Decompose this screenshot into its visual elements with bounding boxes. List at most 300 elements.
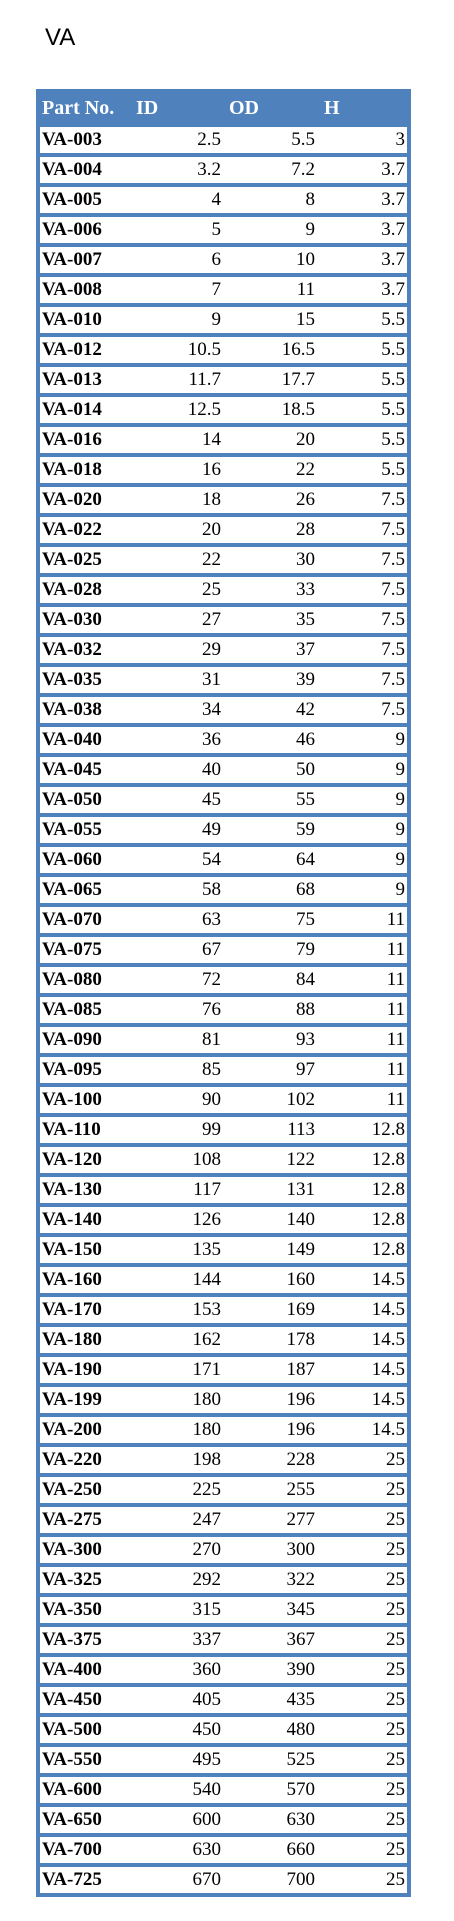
cell-part-no: VA-013 [42, 369, 102, 390]
cell-h: 5.5 [381, 459, 405, 480]
cell-part-no: VA-008 [42, 279, 102, 300]
cell-h: 5.5 [381, 369, 405, 390]
cell-part-no: VA-025 [42, 549, 102, 570]
cell-id: 540 [192, 1779, 221, 1800]
cell-od: 228 [286, 1449, 315, 1470]
table-row [40, 453, 407, 483]
table-row [40, 1413, 407, 1443]
cell-od: 35 [296, 609, 315, 630]
cell-id: 180 [192, 1419, 221, 1440]
cell-h: 25 [386, 1599, 405, 1620]
cell-od: 187 [286, 1359, 315, 1380]
table-row [40, 213, 407, 243]
cell-part-no: VA-275 [42, 1509, 102, 1530]
table-body [40, 123, 407, 1893]
cell-part-no: VA-028 [42, 579, 102, 600]
cell-id: 135 [192, 1239, 221, 1260]
cell-od: 15 [296, 309, 315, 330]
cell-id: 600 [192, 1809, 221, 1830]
cell-part-no: VA-004 [42, 159, 102, 180]
cell-id: 63 [202, 909, 221, 930]
cell-od: 160 [286, 1269, 315, 1290]
cell-id: 108 [192, 1149, 221, 1170]
table-row [40, 1563, 407, 1593]
cell-h: 9 [395, 789, 405, 810]
cell-od: 28 [296, 519, 315, 540]
table-row [40, 663, 407, 693]
cell-h: 11 [386, 939, 405, 960]
table-row [40, 693, 407, 723]
cell-id: 450 [192, 1719, 221, 1740]
cell-h: 14.5 [371, 1419, 405, 1440]
cell-id: 34 [202, 699, 221, 720]
cell-id: 225 [192, 1479, 221, 1500]
cell-od: 37 [296, 639, 315, 660]
cell-part-no: VA-350 [42, 1599, 102, 1620]
cell-part-no: VA-220 [42, 1449, 102, 1470]
cell-od: 435 [286, 1689, 315, 1710]
cell-h: 5.5 [381, 399, 405, 420]
cell-h: 5.5 [381, 309, 405, 330]
cell-h: 7.5 [381, 519, 405, 540]
cell-h: 12.8 [371, 1119, 405, 1140]
cell-part-no: VA-014 [42, 399, 102, 420]
table-row [40, 723, 407, 753]
cell-h: 9 [395, 879, 405, 900]
cell-part-no: VA-400 [42, 1659, 102, 1680]
cell-id: 29 [202, 639, 221, 660]
cell-od: 11 [296, 279, 315, 300]
cell-part-no: VA-170 [42, 1299, 102, 1320]
cell-od: 50 [296, 759, 315, 780]
table-row [40, 1743, 407, 1773]
cell-id: 20 [202, 519, 221, 540]
cell-h: 11 [386, 1089, 405, 1110]
table-row [40, 243, 407, 273]
cell-part-no: VA-007 [42, 249, 102, 270]
cell-id: 337 [192, 1629, 221, 1650]
table-row [40, 813, 407, 843]
cell-od: 480 [286, 1719, 315, 1740]
table-row [40, 273, 407, 303]
cell-od: 79 [296, 939, 315, 960]
cell-part-no: VA-030 [42, 609, 102, 630]
cell-id: 292 [192, 1569, 221, 1590]
table-row [40, 1653, 407, 1683]
cell-h: 7.5 [381, 609, 405, 630]
table-row [40, 1203, 407, 1233]
table-row [40, 993, 407, 1023]
cell-od: 10 [296, 249, 315, 270]
table-row [40, 303, 407, 333]
table-row [40, 1683, 407, 1713]
cell-part-no: VA-018 [42, 459, 102, 480]
cell-id: 7 [211, 279, 221, 300]
cell-od: 33 [296, 579, 315, 600]
cell-od: 630 [286, 1809, 315, 1830]
table-row [40, 963, 407, 993]
cell-id: 247 [192, 1509, 221, 1530]
cell-part-no: VA-550 [42, 1749, 102, 1770]
cell-id: 49 [202, 819, 221, 840]
cell-od: 18.5 [281, 399, 315, 420]
cell-part-no: VA-003 [42, 129, 102, 150]
table-row [40, 543, 407, 573]
cell-part-no: VA-190 [42, 1359, 102, 1380]
table-row [40, 933, 407, 963]
page-title: VA [45, 24, 76, 51]
cell-id: 670 [192, 1869, 221, 1890]
cell-h: 25 [386, 1779, 405, 1800]
cell-part-no: VA-110 [42, 1119, 101, 1140]
cell-part-no: VA-050 [42, 789, 102, 810]
cell-id: 405 [192, 1689, 221, 1710]
table-row [40, 1293, 407, 1323]
cell-h: 3.7 [381, 159, 405, 180]
cell-od: 55 [296, 789, 315, 810]
cell-h: 11 [386, 969, 405, 990]
cell-h: 14.5 [371, 1389, 405, 1410]
cell-h: 14.5 [371, 1269, 405, 1290]
cell-id: 36 [202, 729, 221, 750]
cell-od: 20 [296, 429, 315, 450]
cell-od: 39 [296, 669, 315, 690]
table-row [40, 903, 407, 933]
cell-part-no: VA-085 [42, 999, 102, 1020]
cell-h: 9 [395, 729, 405, 750]
cell-part-no: VA-150 [42, 1239, 102, 1260]
cell-h: 9 [395, 849, 405, 870]
cell-part-no: VA-600 [42, 1779, 102, 1800]
cell-h: 3 [395, 129, 405, 150]
cell-od: 46 [296, 729, 315, 750]
table-row [40, 1383, 407, 1413]
cell-part-no: VA-130 [42, 1179, 102, 1200]
cell-h: 12.8 [371, 1149, 405, 1170]
cell-od: 9 [305, 219, 315, 240]
cell-od: 113 [287, 1119, 315, 1140]
cell-od: 42 [296, 699, 315, 720]
table-row [40, 483, 407, 513]
cell-od: 122 [286, 1149, 315, 1170]
table-row [40, 1443, 407, 1473]
cell-part-no: VA-070 [42, 909, 102, 930]
cell-od: 16.5 [281, 339, 315, 360]
cell-h: 12.8 [371, 1179, 405, 1200]
table-row [40, 423, 407, 453]
cell-h: 25 [386, 1749, 405, 1770]
cell-id: 27 [202, 609, 221, 630]
table-row [40, 1113, 407, 1143]
table-row [40, 1533, 407, 1563]
cell-od: 5.5 [291, 129, 315, 150]
cell-id: 99 [202, 1119, 221, 1140]
cell-id: 12.5 [187, 399, 221, 420]
cell-part-no: VA-160 [42, 1269, 102, 1290]
cell-od: 7.2 [291, 159, 315, 180]
header-h: H [324, 97, 340, 119]
cell-od: 345 [286, 1599, 315, 1620]
cell-od: 277 [286, 1509, 315, 1530]
cell-id: 315 [192, 1599, 221, 1620]
cell-part-no: VA-010 [42, 309, 102, 330]
cell-part-no: VA-095 [42, 1059, 102, 1080]
cell-h: 5.5 [381, 339, 405, 360]
cell-od: 525 [286, 1749, 315, 1770]
cell-h: 25 [386, 1719, 405, 1740]
cell-h: 7.5 [381, 669, 405, 690]
cell-od: 660 [286, 1839, 315, 1860]
header-id: ID [136, 97, 159, 119]
table-row [40, 1833, 407, 1863]
table-row [40, 333, 407, 363]
cell-part-no: VA-065 [42, 879, 102, 900]
cell-h: 11 [386, 1059, 405, 1080]
cell-part-no: VA-006 [42, 219, 102, 240]
cell-h: 7.5 [381, 699, 405, 720]
table-row [40, 1353, 407, 1383]
cell-h: 7.5 [381, 549, 405, 570]
cell-part-no: VA-325 [42, 1569, 102, 1590]
cell-od: 140 [286, 1209, 315, 1230]
cell-id: 3.2 [197, 159, 221, 180]
cell-id: 16 [202, 459, 221, 480]
cell-part-no: VA-032 [42, 639, 102, 660]
cell-od: 570 [286, 1779, 315, 1800]
cell-h: 3.7 [381, 189, 405, 210]
cell-part-no: VA-180 [42, 1329, 102, 1350]
cell-id: 40 [202, 759, 221, 780]
cell-h: 25 [386, 1689, 405, 1710]
table-row [40, 783, 407, 813]
cell-id: 180 [192, 1389, 221, 1410]
cell-h: 11 [386, 1029, 405, 1050]
cell-h: 9 [395, 759, 405, 780]
cell-part-no: VA-700 [42, 1839, 102, 1860]
cell-od: 17.7 [281, 369, 315, 390]
table-row [40, 1053, 407, 1083]
cell-od: 84 [296, 969, 315, 990]
cell-h: 11 [386, 909, 405, 930]
cell-id: 67 [202, 939, 221, 960]
cell-id: 14 [202, 429, 221, 450]
table-row [40, 1623, 407, 1653]
cell-od: 59 [296, 819, 315, 840]
cell-part-no: VA-090 [42, 1029, 102, 1050]
cell-id: 630 [192, 1839, 221, 1860]
table-row [40, 1863, 407, 1893]
cell-part-no: VA-038 [42, 699, 102, 720]
cell-od: 390 [286, 1659, 315, 1680]
cell-id: 72 [202, 969, 221, 990]
table-row [40, 873, 407, 903]
cell-h: 11 [386, 999, 405, 1020]
table-row [40, 1143, 407, 1173]
cell-part-no: VA-450 [42, 1689, 102, 1710]
cell-od: 255 [286, 1479, 315, 1500]
cell-id: 45 [202, 789, 221, 810]
table-row [40, 513, 407, 543]
table-row [40, 363, 407, 393]
cell-part-no: VA-075 [42, 939, 102, 960]
table-row [40, 843, 407, 873]
cell-id: 90 [202, 1089, 221, 1110]
cell-id: 9 [211, 309, 221, 330]
cell-od: 26 [296, 489, 315, 510]
cell-id: 22 [202, 549, 221, 570]
table-row [40, 603, 407, 633]
cell-h: 25 [386, 1629, 405, 1650]
cell-id: 495 [192, 1749, 221, 1770]
cell-h: 3.7 [381, 219, 405, 240]
cell-h: 14.5 [371, 1329, 405, 1350]
cell-part-no: VA-022 [42, 519, 102, 540]
table-row [40, 1323, 407, 1353]
cell-od: 196 [286, 1389, 315, 1410]
table-row [40, 1473, 407, 1503]
cell-id: 117 [193, 1179, 221, 1200]
cell-h: 25 [386, 1569, 405, 1590]
cell-od: 196 [286, 1419, 315, 1440]
parts-table [36, 89, 411, 1897]
cell-h: 12.8 [371, 1239, 405, 1260]
cell-part-no: VA-080 [42, 969, 102, 990]
cell-part-no: VA-200 [42, 1419, 102, 1440]
cell-od: 64 [296, 849, 315, 870]
table-row [40, 1083, 407, 1113]
cell-od: 169 [286, 1299, 315, 1320]
table-row [40, 123, 407, 153]
cell-part-no: VA-020 [42, 489, 102, 510]
header-part-no: Part No. [42, 97, 115, 119]
table-row [40, 753, 407, 783]
table-row [40, 633, 407, 663]
cell-h: 7.5 [381, 639, 405, 660]
cell-h: 3.7 [381, 279, 405, 300]
table-row [40, 1773, 407, 1803]
cell-part-no: VA-650 [42, 1809, 102, 1830]
cell-od: 93 [296, 1029, 315, 1050]
cell-part-no: VA-016 [42, 429, 102, 450]
cell-h: 7.5 [381, 579, 405, 600]
cell-id: 162 [192, 1329, 221, 1350]
cell-part-no: VA-500 [42, 1719, 102, 1740]
header-od: OD [229, 97, 259, 119]
cell-h: 25 [386, 1809, 405, 1830]
cell-od: 8 [305, 189, 315, 210]
cell-part-no: VA-375 [42, 1629, 102, 1650]
cell-h: 25 [386, 1659, 405, 1680]
cell-h: 25 [386, 1839, 405, 1860]
cell-h: 7.5 [381, 489, 405, 510]
cell-od: 30 [296, 549, 315, 570]
table-row [40, 1803, 407, 1833]
cell-part-no: VA-035 [42, 669, 102, 690]
cell-id: 2.5 [197, 129, 221, 150]
cell-h: 25 [386, 1539, 405, 1560]
cell-id: 270 [192, 1539, 221, 1560]
cell-od: 75 [296, 909, 315, 930]
table-row [40, 1713, 407, 1743]
cell-od: 68 [296, 879, 315, 900]
cell-id: 144 [192, 1269, 221, 1290]
cell-h: 9 [395, 819, 405, 840]
table-row [40, 1593, 407, 1623]
cell-od: 88 [296, 999, 315, 1020]
cell-part-no: VA-045 [42, 759, 102, 780]
cell-h: 25 [386, 1509, 405, 1530]
cell-id: 6 [211, 249, 221, 270]
cell-h: 14.5 [371, 1299, 405, 1320]
cell-id: 31 [202, 669, 221, 690]
table-row [40, 1173, 407, 1203]
cell-id: 5 [211, 219, 221, 240]
table-row [40, 1263, 407, 1293]
cell-h: 5.5 [381, 429, 405, 450]
cell-part-no: VA-055 [42, 819, 102, 840]
cell-od: 97 [296, 1059, 315, 1080]
cell-od: 700 [286, 1869, 315, 1890]
table-row [40, 153, 407, 183]
table-row [40, 1233, 407, 1263]
cell-h: 3.7 [381, 249, 405, 270]
cell-id: 360 [192, 1659, 221, 1680]
cell-od: 300 [286, 1539, 315, 1560]
table-row [40, 1503, 407, 1533]
table-row [40, 1023, 407, 1053]
cell-id: 126 [192, 1209, 221, 1230]
cell-part-no: VA-140 [42, 1209, 102, 1230]
cell-od: 178 [286, 1329, 315, 1350]
cell-id: 58 [202, 879, 221, 900]
table-row [40, 573, 407, 603]
cell-part-no: VA-040 [42, 729, 102, 750]
cell-id: 76 [202, 999, 221, 1020]
cell-part-no: VA-300 [42, 1539, 102, 1560]
cell-part-no: VA-005 [42, 189, 102, 210]
cell-part-no: VA-250 [42, 1479, 102, 1500]
cell-h: 25 [386, 1479, 405, 1500]
cell-od: 149 [286, 1239, 315, 1260]
cell-h: 14.5 [371, 1359, 405, 1380]
table-row [40, 183, 407, 213]
cell-id: 85 [202, 1059, 221, 1080]
cell-id: 153 [192, 1299, 221, 1320]
cell-id: 18 [202, 489, 221, 510]
cell-id: 198 [192, 1449, 221, 1470]
cell-od: 322 [286, 1569, 315, 1590]
cell-id: 10.5 [187, 339, 221, 360]
cell-id: 171 [192, 1359, 221, 1380]
cell-od: 22 [296, 459, 315, 480]
cell-part-no: VA-012 [42, 339, 102, 360]
cell-od: 367 [286, 1629, 315, 1650]
cell-h: 12.8 [371, 1209, 405, 1230]
cell-h: 25 [386, 1449, 405, 1470]
cell-id: 11.7 [188, 369, 221, 390]
cell-part-no: VA-120 [42, 1149, 102, 1170]
cell-part-no: VA-199 [42, 1389, 102, 1410]
cell-part-no: VA-100 [42, 1089, 102, 1110]
cell-id: 25 [202, 579, 221, 600]
table-row [40, 393, 407, 423]
cell-h: 25 [386, 1869, 405, 1890]
cell-od: 102 [286, 1089, 315, 1110]
cell-part-no: VA-060 [42, 849, 102, 870]
table-header-row [40, 93, 407, 123]
cell-part-no: VA-725 [42, 1869, 102, 1890]
cell-id: 4 [211, 189, 221, 210]
